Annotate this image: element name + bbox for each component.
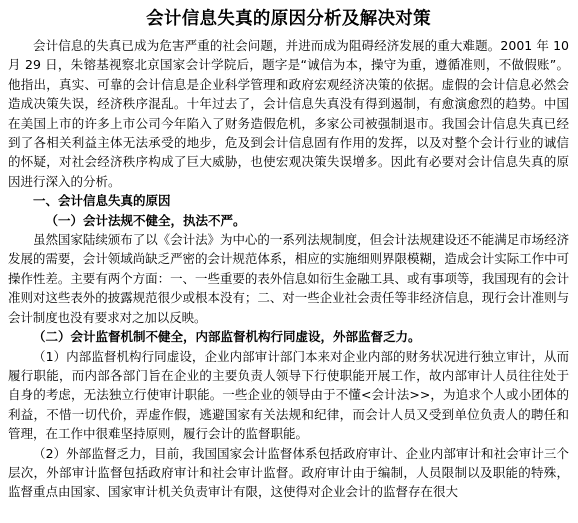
section-heading: 一、会计信息失真的原因 [33, 193, 171, 209]
body-paragraph: 虽然国家陆续颁布了以《会计法》为中心的一系列法规制度，但会计法规建设还不能满足市场经济发展的需要，会计领域尚缺乏严密的会计规范体系，相应的实施细则界限模糊，造成会计实际工作中可操作性差。主要有两个方面：一、一些重要的表外信息如衍生金融工具、或有事项等，我国现有的会计准则对这些表外的披露规范很少或根本没有；二、对一些企业社会责任等非经济信息，现行会计准则与会计制度也没有要求对之加以反映。 [8, 232, 569, 325]
subsection-heading: （一）会计法规不健全，执法不严。 [45, 212, 246, 228]
subsection-heading: （二）会计监督机制不健全，内部监督机构行同虚设，外部监督乏力。 [33, 329, 421, 345]
intro-paragraph: 会计信息的失真已成为危害严重的社会问题，并进而成为阻碍经济发展的重大难题。2001 年 10 月 29 日，朱镕基视察北京国家会计学院后，题字是“诚信为本，操守为重，遵循准则，不做假账”。他指出，真实、可靠的会计信息是企业科学管理和政府宏观经济决策的依据。虚假的会计信息必然会造成决策失误，经济秩序混乱。十年过去了，会计信息失真没有得到遏制，有愈演愈烈的趋势。中国在美国上市的许多上市公司今年陷入了财务造假危机，多家公司被强制退市。我国会计信息失真已经到了各相关利益主体无法承受的地步，危及到会计信息固有作用的发挥，以及对整个会计行业的诚信的怀疑，对社会经济秩序构成了巨大威胁，也使宏观决策失误增多。因此有必要对会计信息失真的原因进行深入的分析。 [8, 38, 569, 189]
body-paragraph: （1）内部监督机构行同虚设，企业内部审计部门本来对企业内部的财务状况进行独立审计，从而履行职能，而内部各部门旨在企业的主要负责人领导下行使职能开展工作，故内部审计人员往往处于自身的考虑，无法独立行使审计职能。一些企业的领导由于不懂<会计法>>，为追求个人或小团体的利益，不惜一切代价，弄虚作假，逃避国家有关法规和纪律，而会计人员又受到单位负责人的聘任和管理，在工作中很难坚持原则，履行会计的监督职能。 [8, 348, 569, 442]
document-title: 会计信息失真的原因分析及解决对策 [146, 9, 431, 29]
body-paragraph: （2）外部监督乏力，目前，我国国家会计监督体系包括政府审计、企业内部审计和社会审计三个层次，外部审计监督包括政府审计和社会审计监督。政府审计由于编制，人员限制以及职能的特殊，监督重点由国家、国家审计机关负责审计有限，这使得对企业会计的监督存在很大 [8, 445, 569, 500]
